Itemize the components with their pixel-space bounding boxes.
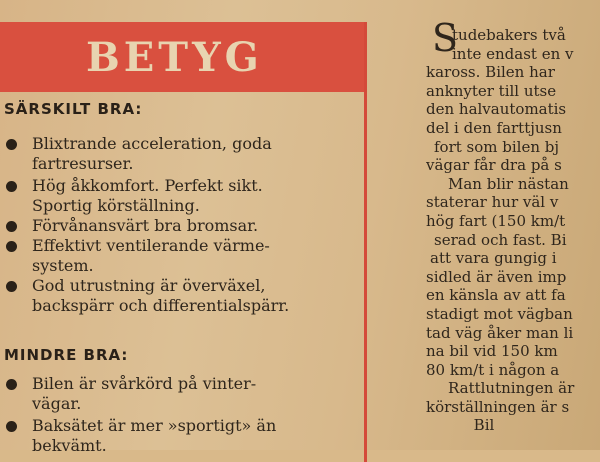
article-line: 80 km/t i någon a xyxy=(426,360,560,379)
bullet-icon xyxy=(6,221,17,232)
good-heading: SÄRSKILT BRA: xyxy=(4,100,143,118)
article-line: hög fart (150 km/t xyxy=(426,211,566,230)
item-line: Effektivt ventilerande värme- xyxy=(32,236,270,255)
bullet-icon xyxy=(6,181,17,192)
item-line: bekvämt. xyxy=(32,436,107,455)
article-line: kaross. Bilen har xyxy=(426,63,555,82)
article-line: staterar hur väl v xyxy=(426,193,559,212)
item-line: Förvånansvärt bra bromsar. xyxy=(32,216,259,235)
article-line: Rattlutningen är xyxy=(448,379,575,398)
rating-banner xyxy=(0,22,364,92)
article-line: stadigt mot vägban xyxy=(426,304,573,323)
article-column xyxy=(426,26,600,435)
item-line: Bilen är svårkörd på vinter- xyxy=(32,374,257,393)
item-line: Baksätet är mer »sportigt» än xyxy=(32,416,277,435)
item-line: backspärr och differentialspärr. xyxy=(32,296,290,315)
article-line: den halvautomatis xyxy=(426,100,567,119)
bad-heading: MINDRE BRA: xyxy=(4,346,129,364)
bullet-icon xyxy=(6,139,17,150)
item-line: system. xyxy=(32,256,94,275)
bullet-icon xyxy=(6,241,17,252)
article-line: körställningen är s xyxy=(426,397,570,416)
rating-box xyxy=(0,22,367,462)
item-line: vägar. xyxy=(32,394,82,413)
item-line: Blixtrande acceleration, goda xyxy=(32,134,272,153)
article-line: tudebakers två xyxy=(452,26,566,44)
article-line: del i den farttjusn xyxy=(426,118,562,137)
article-line: inte endast en v xyxy=(452,44,574,63)
article-line: na bil vid 150 km xyxy=(426,342,558,361)
rating-title: BETYG xyxy=(86,34,263,81)
item-line: Hög åkkomfort. Perfekt sikt. xyxy=(32,176,263,195)
bullet-icon xyxy=(6,379,17,390)
article-line: att vara gungig i xyxy=(430,249,557,268)
article-line: fort som bilen bj xyxy=(434,137,560,156)
article-dropcap: S xyxy=(432,16,459,60)
bullet-icon xyxy=(6,281,17,292)
article-line: sidled är även imp xyxy=(426,267,567,286)
item-line: God utrustning är överväxel, xyxy=(32,276,266,295)
article-line: anknyter till utse xyxy=(426,81,557,100)
article-line: Bil xyxy=(426,416,495,435)
article-line: en känsla av att fa xyxy=(426,286,566,305)
item-line: Sportig körställning. xyxy=(32,196,200,215)
bullet-icon xyxy=(6,421,17,432)
article-line: Man blir nästan xyxy=(448,174,569,193)
item-line: fartresurser. xyxy=(32,154,134,173)
article-line: serad och fast. Bi xyxy=(434,230,567,249)
article-line: tad väg åker man li xyxy=(426,323,574,342)
article-line: vägar får dra på s xyxy=(426,156,562,175)
